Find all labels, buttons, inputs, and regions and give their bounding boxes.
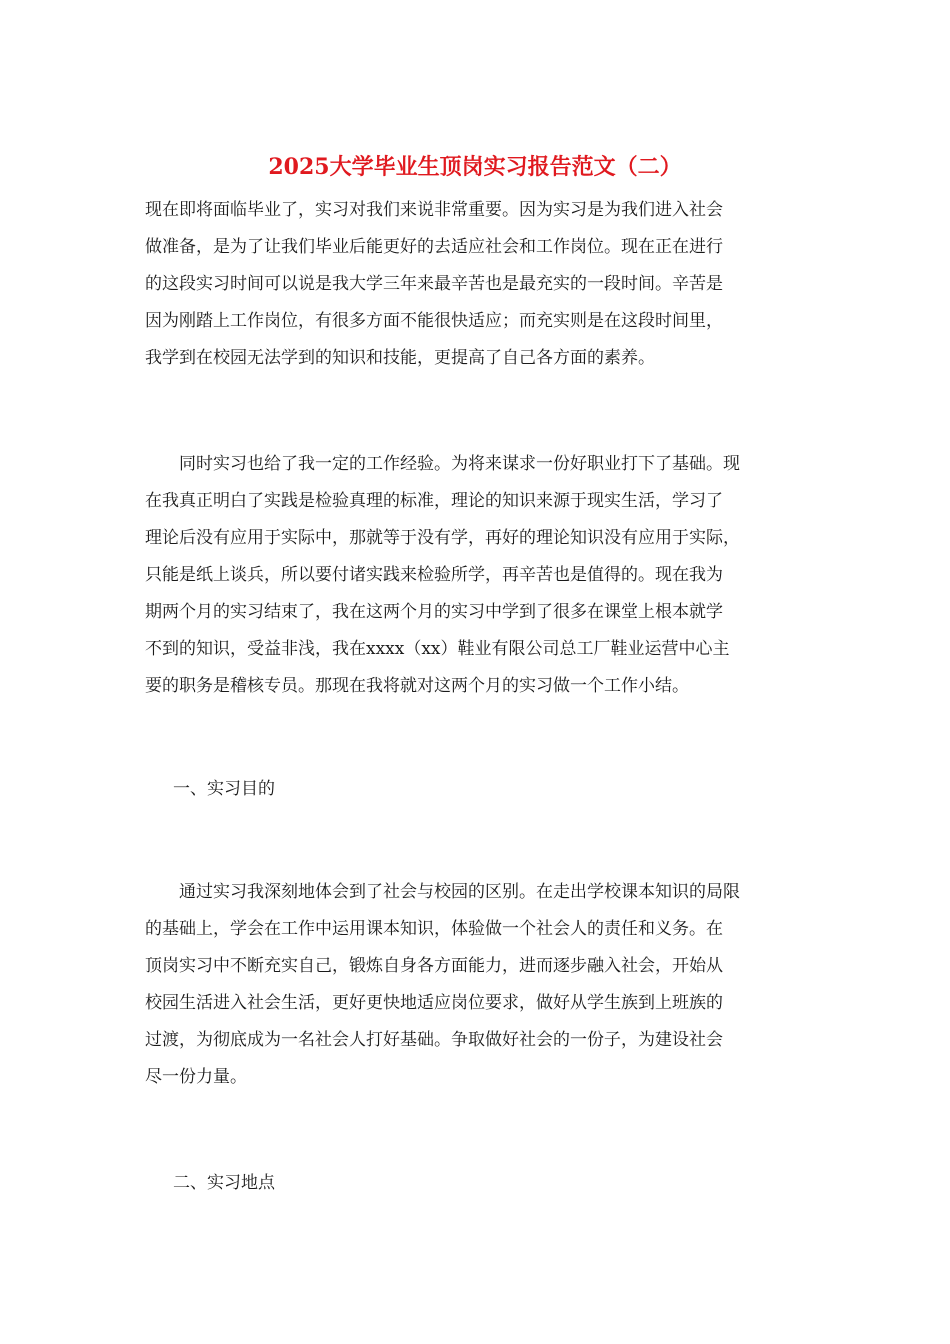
paragraph-line: 期两个月的实习结束了，我在这两个月的实习中学到了很多在课堂上根本就学 — [145, 602, 723, 622]
paragraph-line: 理论后没有应用于实际中，那就等于没有学，再好的理论知识没有应用于实际， — [145, 528, 740, 548]
paragraph-line: 不到的知识，受益非浅，我在xxxx（xx）鞋业有限公司总工厂鞋业运营中心主 — [145, 639, 730, 659]
paragraph-purpose — [145, 874, 807, 1096]
paragraph-line: 顶岗实习中不断充实自己，锻炼自身各方面能力，进而逐步融入社会，开始从 — [145, 956, 723, 976]
paragraph-line: 做准备，是为了让我们毕业后能更好的去适应社会和工作岗位。现在正在进行 — [145, 237, 723, 257]
paragraph-line: 尽一份力量。 — [145, 1067, 247, 1087]
paragraph-line: 在我真正明白了实践是检验真理的标准，理论的知识来源于现实生活，学习了 — [145, 491, 723, 511]
paragraph-line: 我学到在校园无法学到的知识和技能，更提高了自己各方面的素养。 — [145, 348, 655, 368]
paragraph-line: 要的职务是稽核专员。那现在我将就对这两个月的实习做一个工作小结。 — [145, 676, 689, 696]
paragraph-line: 因为刚踏上工作岗位，有很多方面不能很快适应；而充实则是在这段时间里， — [145, 311, 723, 331]
paragraph-line: 过渡，为彻底成为一名社会人打好基础。争取做好社会的一份子，为建设社会 — [145, 1030, 723, 1050]
paragraph-experience — [145, 446, 807, 705]
paragraph-intro — [145, 192, 807, 377]
paragraph-line: 同时实习也给了我一定的工作经验。为将来谋求一份好职业打下了基础。现 — [145, 454, 740, 474]
section-heading-location: 二、实习地点 — [173, 1173, 275, 1193]
document-title: 2025大学毕业生顶岗实习报告范文（二） — [268, 154, 682, 180]
section-heading-purpose: 一、实习目的 — [173, 779, 275, 799]
paragraph-line: 校园生活进入社会生活，更好更快地适应岗位要求，做好从学生族到上班族的 — [145, 993, 723, 1013]
paragraph-line: 的基础上，学会在工作中运用课本知识，体验做一个社会人的责任和义务。在 — [145, 919, 723, 939]
paragraph-line: 现在即将面临毕业了，实习对我们来说非常重要。因为实习是为我们进入社会 — [145, 200, 723, 220]
paragraph-line: 只能是纸上谈兵，所以要付诸实践来检验所学，再辛苦也是值得的。现在我为 — [145, 565, 723, 585]
paragraph-line: 通过实习我深刻地体会到了社会与校园的区别。在走出学校课本知识的局限 — [145, 882, 740, 902]
paragraph-line: 的这段实习时间可以说是我大学三年来最辛苦也是最充实的一段时间。辛苦是 — [145, 274, 723, 294]
